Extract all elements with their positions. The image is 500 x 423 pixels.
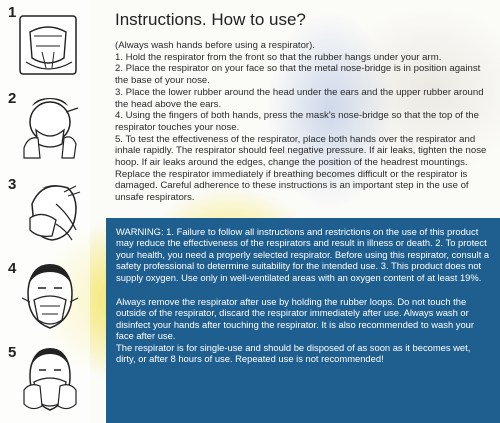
instruction-line: 3. Place the lower rubber around the head under the ears and the upper rubber around the head above the ears. [115,86,484,110]
step-4 [2,258,84,336]
warning-paragraph: WARNING: 1. Failure to follow all instructions and restrictions on the use of this product may reduce the effectiveness of the respirators and result in illness or death. 2. To protect your health, you need a properly selected respirator. Before using this respirator, consult a safety professional to determine suitability for the intended use. 3. This product does not supply oxygen. Use only in well-ventilated areas with an oxygen content of at least 19%. [116,226,490,283]
head-straps-icon [2,174,84,252]
respirator-front-icon [2,2,84,80]
worn-respirator-face-icon [2,258,84,336]
step-number: 2 [8,90,17,107]
step-3 [2,174,84,252]
warning-box [106,218,500,423]
face-placing-respirator-icon [2,88,84,166]
step-number: 3 [8,176,17,193]
step-number: 4 [8,260,17,277]
step-number: 1 [8,4,17,21]
instruction-line: (Always wash hands before using a respirator). [115,40,315,51]
instruction-line: 4. Using the fingers of both hands, press the mask's nose-bridge so that the top of the respirator touches your nose. [115,110,479,133]
disposal-paragraph: The respirator is for single-use and should be disposed of as soon as it becomes wet, dirty, or after 8 hours of use. Repeated use is not recommended! [116,341,471,365]
instruction-line: 5. To test the effectiveness of the respirator, place both hands over the respirator and inhale rapidly. The respirator should feel negative pressure. If air leaks, tighten the nose hoop. If air leaks around the edges, change the position of the headrest mountings. Replace the respirator immediately if breathing becomes difficult or the respirator is damaged. Careful adherence to these instructions is an important step in the use of unsafe respirators. [115,133,487,204]
step-number: 5 [8,344,17,361]
step-5 [2,342,84,420]
step-2 [2,88,84,166]
instructions-text [115,40,495,204]
instruction-line: 1. Hold the respirator from the front so that the rubber hangs under your arm. [115,51,442,63]
instruction-line: 2. Place the respirator on your face so that the metal nose-bridge is in position against the base of your nose. [115,63,481,87]
page-title: Instructions. How to use? [115,10,306,29]
seal-check-face-icon [2,342,84,420]
removal-paragraph: Always remove the respirator after use by holding the rubber loops. Do not touch the outside of the respirator, discard the respirator immediately after use. Always wash or disinfect your hands after touching the respirator. It is also recommended to wash your face after use. [116,296,474,342]
step-1 [2,2,84,80]
